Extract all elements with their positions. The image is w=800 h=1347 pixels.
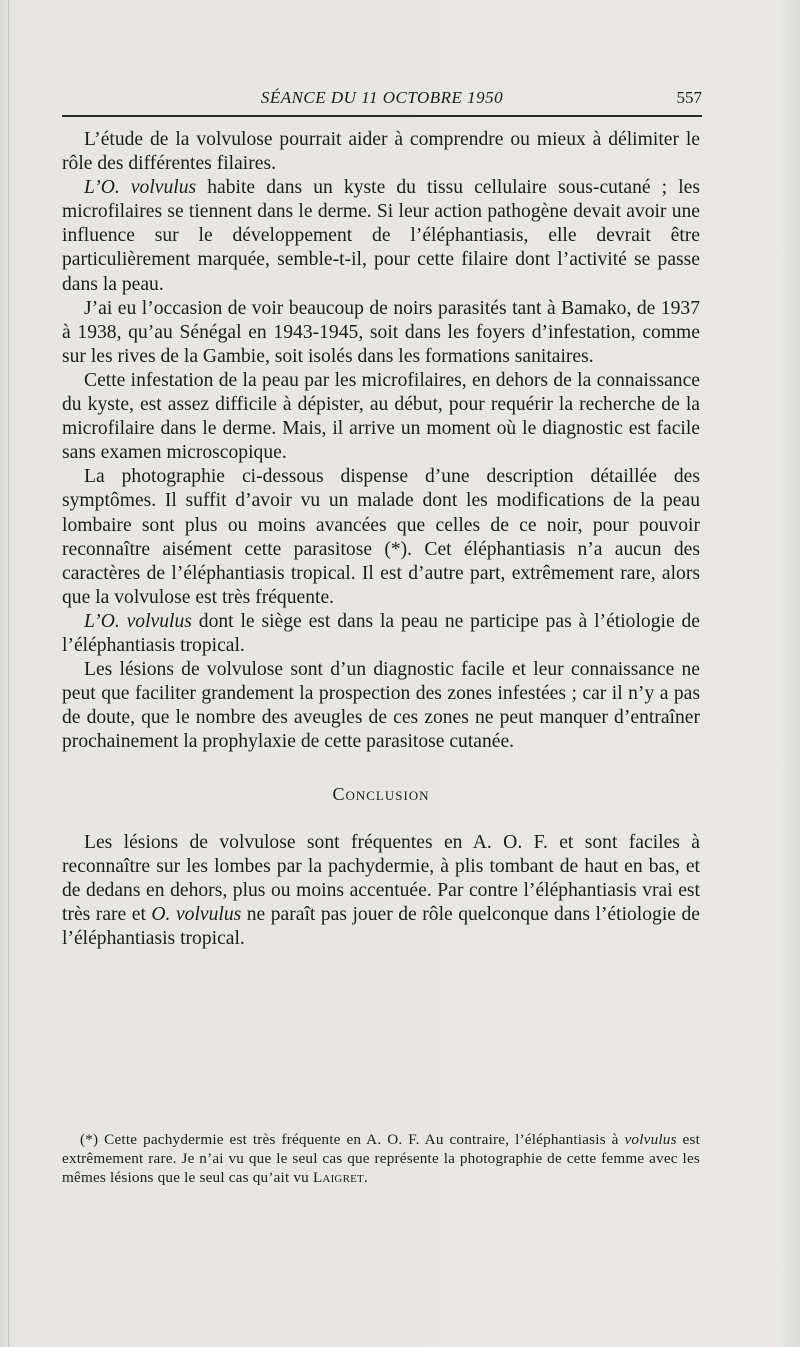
- conclusion-text-a: Les lésions de volvulose sont fréquentes en A. O. F. et sont faciles à reconnaître sur les lombes par la pachydermie, à plis tombant de haut en bas, et de dedans en dehors, plus ou moins accentuée. Par contre l’éléphantiasis vrai est très rare et: [62, 831, 700, 925]
- header-rule: [62, 115, 702, 117]
- paragraph-4: Cette infestation de la peau par les microfilaires, en dehors de la connaissance du kyste, est assez difficile à dépister, au début, pour requérir la recherche de la microfilaire dans le derme. Mais, il arrive un moment où le diagnostic est facile sans examen microscopique.: [62, 369, 700, 464]
- species-name: L’O. volvulus: [84, 610, 192, 632]
- paragraph-6-text: dont le siège est dans la peau ne participe pas à l’étiologie de l’éléphantiasis tropical.: [62, 610, 700, 656]
- paragraph-3: J’ai eu l’occasion de voir beaucoup de noirs parasités tant à Bamako, de 1937 à 1938, qu’au Sénégal en 1943-1945, soit dans les foyers d’infestation, comme sur les rives de la Gambie, soit isolés dans les formations sanitaires.: [62, 297, 700, 367]
- paragraph-5: La photographie ci-dessous dispense d’une description détaillée des symptômes. Il suffit d’avoir vu un malade dont les modifications de la peau lombaire sont plus ou moins avancées que celles de ce noir, pour pouvoir reconnaître aisément cette parasitose (*). Cet éléphantiasis n’a aucun des caractères de l’éléphantiasis tropical. Il est d’autre part, extrêmement rare, alors que la volvulose est très fréquente.: [62, 466, 700, 608]
- species-name: L’O. volvulus: [84, 177, 197, 199]
- footnote-text-b: est extrêmement rare. Je n’ai vu que le seul cas que représente la photographie de cette femme avec les mêmes lésions que le seul cas qu’ait vu: [62, 1131, 701, 1187]
- paragraph-1: L’étude de la volvulose pourrait aider à comprendre ou mieux à délimiter le rôle des différentes filaires.: [62, 129, 700, 175]
- paragraph-6: [62, 610, 700, 658]
- author-name: Laigret: [312, 1169, 364, 1187]
- conclusion-text-b: ne paraît pas jouer de rôle quelconque dans l’étiologie de l’éléphantiasis tropical.: [62, 903, 700, 949]
- paragraph-7: Les lésions de volvulose sont d’un diagnostic facile et leur connaissance ne peut que faciliter grandement la prospection des zones infestées ; car il n’y a pas de doute, que le nombre des aveugles de ces zones ne peut manquer d’entraîner prochainement la prophylaxie de cette parasitose cutanée.: [62, 659, 700, 753]
- running-head-title: SÉANCE DU 11 OCTOBRE 1950: [260, 88, 504, 107]
- running-head: [62, 86, 702, 112]
- species-name: O. volvulus: [151, 903, 242, 925]
- footnote: [62, 1130, 700, 1188]
- section-heading: Conclusion: [332, 784, 430, 805]
- page-number: 557: [676, 88, 702, 107]
- paragraph-2: [62, 176, 700, 296]
- footnote-text-a: (*) Cette pachydermie est très fréquente en A. O. F. Au contraire, l’éléphantiasis à: [80, 1131, 625, 1148]
- footnote-paragraph: [62, 1130, 700, 1188]
- species-name: volvulus: [624, 1131, 677, 1148]
- paragraph-2-text: habite dans un kyste du tissu cellulaire sous-cutané ; les microfilaires se tiennent dans le derme. Si leur action pathogène devait avoir une influence sur le développement de l’éléphantiasis, elle devrait être particulièrement marquée, semble-t-il, pour cette filaire dont l’activité se passe dans la peau.: [62, 177, 700, 295]
- footnote-end: .: [363, 1169, 368, 1187]
- conclusion-paragraph: [62, 831, 700, 951]
- binding-edge: [8, 0, 9, 1347]
- main-text: [62, 128, 700, 951]
